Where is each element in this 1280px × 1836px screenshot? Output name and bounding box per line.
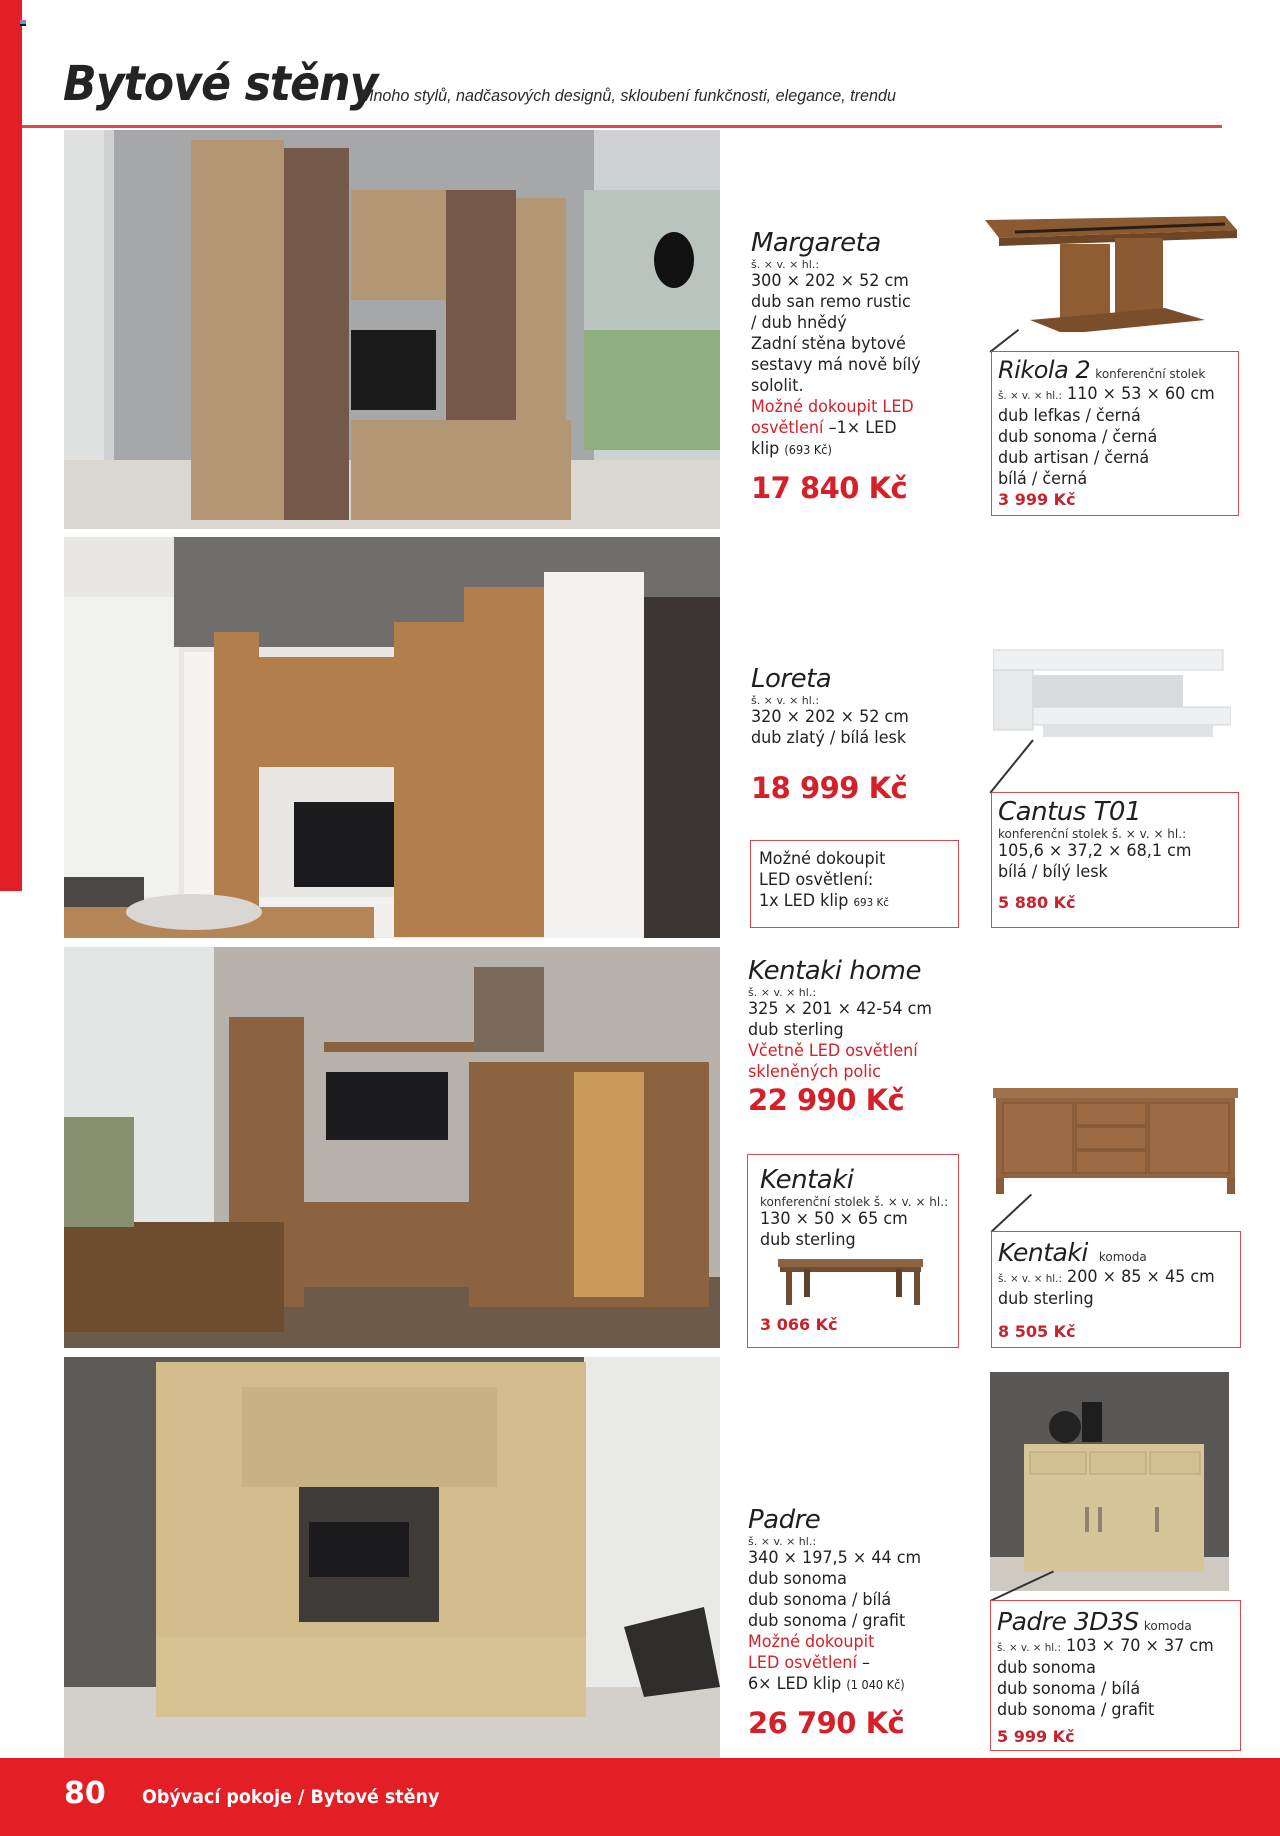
- finish: dub sterling: [748, 1020, 844, 1040]
- price: 26 790 Kč: [748, 1706, 905, 1740]
- led-offer: Možné dokoupit LED: [751, 397, 914, 417]
- led-price: (693 Kč): [784, 443, 832, 457]
- finish: dub artisan / černá: [998, 448, 1150, 468]
- header-divider: [22, 125, 1222, 128]
- price: 5 880 Kč: [998, 893, 1076, 912]
- loreta-led-box: [750, 840, 959, 928]
- led-offer-text: –1× LED: [823, 418, 897, 438]
- price: 3 066 Kč: [760, 1315, 838, 1334]
- led-offer-red: LED osvětlení: [748, 1653, 857, 1673]
- led-offer-text: klip: [751, 439, 780, 459]
- dimensions: 320 × 202 × 52 cm: [751, 707, 909, 727]
- product-type: konferenční stolek: [760, 1195, 871, 1209]
- finish: dub sonoma / černá: [998, 427, 1158, 447]
- product-name: Kentaki: [998, 1238, 1088, 1267]
- kentaki-komoda-image: [993, 1088, 1238, 1194]
- finish: dub sonoma / bílá: [997, 1679, 1141, 1699]
- side-accent-bar: [0, 0, 22, 891]
- led-price: 693 Kč: [853, 896, 889, 909]
- loreta-info: [751, 664, 919, 805]
- print-registration-mark: [20, 20, 26, 26]
- led-offer-red: osvětlení: [751, 418, 824, 438]
- finish: bílá / černá: [998, 469, 1088, 489]
- padre-info: [748, 1505, 932, 1740]
- finish: bílá / bílý lesk: [998, 862, 1108, 882]
- finish: dub sonoma / grafit: [748, 1611, 906, 1631]
- led-offer-line: [748, 1653, 921, 1674]
- price: 18 999 Kč: [751, 771, 908, 805]
- loreta-photo: [64, 537, 720, 938]
- product-name: Rikola 2: [998, 356, 1091, 384]
- led-offer-text: 6× LED klip: [748, 1674, 842, 1694]
- dims-label: š. × v. × hl.:: [873, 1195, 949, 1209]
- finish: dub sonoma: [748, 1569, 847, 1589]
- led-offer-line: [751, 418, 921, 439]
- product-type: konferenční stolek: [998, 827, 1109, 841]
- price: 17 840 Kč: [751, 471, 908, 505]
- product-name: Padre: [748, 1505, 821, 1535]
- cantus-info-box: [991, 792, 1239, 928]
- kentaki-home-photo: [64, 947, 720, 1348]
- led-offer-text: –: [856, 1653, 870, 1673]
- margareta-info: [751, 228, 932, 505]
- finish: dub sterling: [760, 1230, 856, 1250]
- callout-line: [989, 739, 1033, 793]
- margareta-photo: [64, 130, 720, 529]
- dimensions: 300 × 202 × 52 cm: [751, 271, 909, 291]
- finish: dub zlatý / bílá lesk: [751, 728, 907, 748]
- page-number: 80: [64, 1776, 106, 1811]
- type-dims-label: [998, 827, 1238, 841]
- led-price: (1 040 Kč): [846, 1678, 905, 1692]
- rikola-table-image: [985, 208, 1237, 332]
- dims-label: š. × v. × hl.:: [997, 1641, 1061, 1654]
- rikola-info-box: [991, 351, 1239, 516]
- led-included: skleněných polic: [748, 1062, 881, 1082]
- padre-3d3s-box: [990, 1600, 1241, 1751]
- led-offer-line: [748, 1674, 921, 1696]
- kentaki-komoda-box: [991, 1231, 1241, 1348]
- price: 8 505 Kč: [998, 1322, 1076, 1341]
- product-name: Margareta: [751, 228, 881, 258]
- finish: / dub hnědý: [751, 313, 847, 333]
- dimensions: 103 × 70 × 37 cm: [1066, 1636, 1214, 1656]
- page-title: Bytové stěny: [63, 56, 378, 112]
- led-offer: LED osvětlení:: [759, 870, 874, 890]
- finish: dub sonoma / bílá: [748, 1590, 892, 1610]
- product-name: Cantus T01: [998, 797, 1142, 827]
- dims-line: [998, 384, 1224, 406]
- dims-line: [997, 1636, 1225, 1658]
- page-subtitle: Mnoho stylů, nadčasových designů, skloubení funkčnosti, elegance, trendu: [360, 86, 896, 105]
- dims-label: š. × v. × hl.:: [998, 1272, 1062, 1285]
- callout-line: [990, 329, 1019, 352]
- finish: dub sonoma: [997, 1658, 1096, 1678]
- cantus-table-image: [993, 645, 1231, 740]
- dims-label: š. × v. × hl.:: [748, 1535, 817, 1548]
- product-type: komoda: [1098, 1250, 1147, 1264]
- dimensions: 105,6 × 37,2 × 68,1 cm: [998, 841, 1192, 861]
- padre-photo: [64, 1357, 720, 1758]
- note: sololit.: [751, 376, 804, 396]
- product-type: konferenční stolek: [1095, 367, 1206, 381]
- dims-label: š. × v. × hl.:: [751, 694, 820, 707]
- product-name: Kentaki home: [748, 956, 921, 986]
- padre-3d3s-photo: [990, 1372, 1229, 1591]
- dims-label: š. × v. × hl.:: [1111, 827, 1187, 841]
- dimensions: 130 × 50 × 65 cm: [760, 1209, 908, 1229]
- led-offer-line: [759, 891, 946, 913]
- finish: dub san remo rustic: [751, 292, 911, 312]
- type-dims-label: [760, 1195, 958, 1209]
- price: 3 999 Kč: [998, 490, 1076, 509]
- led-included: Včetně LED osvětlení: [748, 1041, 918, 1061]
- dimensions: 340 × 197,5 × 44 cm: [748, 1548, 922, 1568]
- kentaki-table-box: [747, 1154, 959, 1348]
- dims-label: š. × v. × hl.:: [748, 986, 817, 999]
- product-type: komoda: [1143, 1619, 1192, 1633]
- note: Zadní stěna bytové: [751, 334, 906, 354]
- led-offer: Možné dokoupit: [759, 849, 886, 869]
- callout-line: [990, 1194, 1031, 1233]
- note: sestavy má nově bílý: [751, 355, 921, 375]
- dimensions: 325 × 201 × 42-54 cm: [748, 999, 932, 1019]
- dimensions: 110 × 53 × 60 cm: [1067, 384, 1215, 404]
- led-offer-line: [751, 439, 921, 461]
- led-offer: Možné dokoupit: [748, 1632, 875, 1652]
- product-name: Loreta: [751, 664, 832, 694]
- led-offer-text: 1x LED klip: [759, 891, 849, 911]
- price: 22 990 Kč: [748, 1083, 905, 1117]
- product-name: Kentaki: [760, 1165, 854, 1195]
- product-name: Padre 3D3S: [997, 1607, 1139, 1636]
- price: 5 999 Kč: [997, 1727, 1075, 1746]
- finish: dub sonoma / grafit: [997, 1700, 1155, 1720]
- kentaki-table-image: [778, 1259, 923, 1307]
- footer-breadcrumb: Obývací pokoje / Bytové stěny: [142, 1786, 440, 1808]
- dimensions: 200 × 85 × 45 cm: [1067, 1267, 1215, 1287]
- dims-label: š. × v. × hl.:: [751, 258, 820, 271]
- kentaki-home-info: [748, 956, 944, 1117]
- dims-line: [998, 1267, 1225, 1289]
- finish: dub sterling: [998, 1289, 1094, 1309]
- dims-label: š. × v. × hl.:: [998, 389, 1062, 402]
- finish: dub lefkas / černá: [998, 406, 1141, 426]
